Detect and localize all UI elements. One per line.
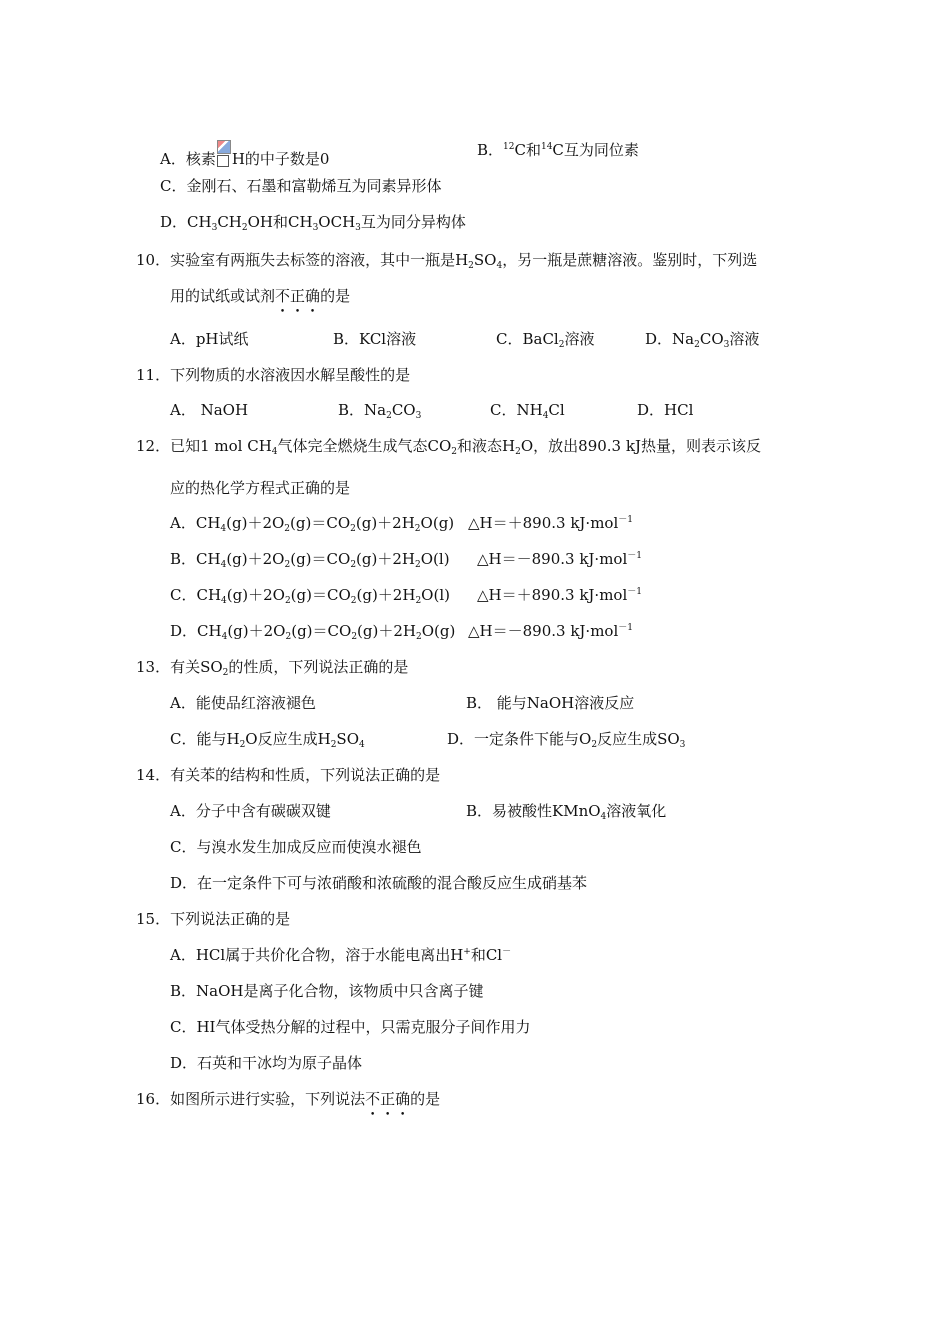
q13-stem-p1: 13．有关SO (136, 658, 223, 676)
q11-c-s1: 4 (542, 411, 549, 421)
q11-option-b (338, 400, 421, 420)
q11-b-s2: 3 (415, 411, 422, 421)
q9-option-c: C．金刚石、石墨和富勒烯互为同素异形体 (160, 177, 442, 195)
eq-sub: 2 (415, 632, 422, 642)
q9-d-s4: 3 (355, 223, 361, 233)
eq-sub: 2 (414, 560, 421, 570)
eq-part: (g)＝CO (290, 514, 351, 532)
q12-option-b-dh (477, 549, 642, 569)
emphasis-char: 不 (365, 1090, 381, 1108)
q10-stem-line1 (136, 250, 757, 270)
option-letter: B． (170, 550, 197, 568)
emphasis-char: 正 (380, 1090, 396, 1108)
q13-d-s2: 3 (679, 740, 686, 750)
q10-d-p2: CO (699, 330, 724, 348)
enthalpy-text: △H＝＋890.3 kJ·mol (468, 514, 619, 532)
q12-l1-s1: 4 (271, 447, 278, 457)
eq-part: (g)＋2H (356, 550, 415, 568)
eq-part: CH (197, 622, 222, 640)
q12-l1-p4: O，放出890.3 kJ热量，则表示该反 (520, 437, 761, 455)
q14-b-p1: B．易被酸性KMnO (466, 802, 601, 820)
q12-l1-s2: 2 (451, 447, 458, 457)
q12-option-d-dh (468, 621, 633, 641)
q15-a-p2: 和Cl (470, 946, 503, 964)
eq-sub: 2 (350, 596, 357, 606)
q14-option-b (466, 801, 666, 821)
q10-option-b: B．KCl溶液 (333, 330, 417, 348)
eq-sub: 2 (285, 632, 292, 642)
eq-part: O( (420, 550, 439, 568)
eq-part: (g)＋2O (227, 622, 286, 640)
q9-d-p2: CH (217, 213, 242, 231)
q13-option-c (170, 729, 365, 749)
q9-d-s1: 3 (211, 223, 218, 233)
q9-option-d (160, 212, 466, 232)
q13-stem-s1: 2 (222, 668, 229, 678)
q13-stem (136, 657, 408, 677)
eq-sub: 2 (350, 560, 357, 570)
q10-d-p3: 溶液 (729, 330, 760, 348)
q15-stem: 15．下列说法正确的是 (136, 910, 291, 928)
enthalpy-exp: －1 (627, 587, 642, 597)
q14-stem: 14．有关苯的结构和性质，下列说法正确的是 (136, 766, 441, 784)
enthalpy-text: △H＝－890.3 kJ·mol (477, 550, 628, 568)
enthalpy-exp: －1 (618, 515, 633, 525)
eq-sub: 4 (221, 596, 227, 606)
q10-c-p2: 溶液 (564, 330, 595, 348)
q11-stem: 11．下列物质的水溶液因水解呈酸性的是 (136, 366, 411, 384)
q13-option-a: A．能使品红溶液褪色 (170, 694, 316, 712)
eq-sub: 4 (221, 632, 228, 642)
q12-l1-s3: 2 (515, 447, 521, 457)
emphasis-char: 不 (275, 287, 291, 305)
q12-l1-p3: 和液态H (457, 437, 516, 455)
q11-c-p2: Cl (548, 401, 565, 419)
q11-b-p1: B．Na (338, 401, 387, 419)
eq-state: g (438, 514, 449, 532)
eq-part: ) (449, 622, 456, 640)
broken-image-icon (217, 140, 231, 168)
q14-b-p2: 溶液氧化 (606, 802, 667, 820)
emphasis-char: 正 (290, 287, 306, 305)
eq-sub: 2 (350, 524, 356, 534)
eq-part: (g)＋2H (356, 586, 416, 604)
q15-a-sup1: + (463, 947, 471, 957)
q15-option-a (170, 945, 511, 965)
q9-a-suffix: H的中子数是0 (231, 150, 330, 168)
q16-p1: 16．如图所示进行实验，下列说法 (136, 1090, 366, 1108)
eq-part: (g)＝CO (290, 550, 351, 568)
q16-stem (136, 1089, 440, 1109)
q9-d-p5: 互为同分异构体 (360, 213, 466, 231)
q10-c-p1: C．BaCl (496, 330, 559, 348)
eq-part: O( (421, 586, 440, 604)
q10-l1-p2: SO (473, 251, 497, 269)
eq-sub: 2 (284, 524, 291, 534)
eq-sub: 4 (220, 524, 227, 534)
q12-option-c-dh (477, 585, 642, 605)
q9-d-p3: OH和CH (247, 213, 313, 231)
q13-d-p1: D．一定条件下能与O (447, 730, 592, 748)
q9-b-suffix: C互为同位素 (552, 141, 639, 159)
option-letter: D． (170, 622, 198, 640)
q16-p2: 的是 (410, 1090, 441, 1108)
q11-option-a: A． NaOH (170, 401, 249, 419)
q10-stem-line2 (170, 286, 350, 306)
eq-sub: 2 (351, 632, 358, 642)
option-letter: A． (170, 514, 196, 532)
q11-option-d: D．HCl (637, 401, 694, 419)
q14-option-a: A．分子中含有碳碳双键 (170, 802, 331, 820)
q10-option-c (496, 329, 594, 349)
eq-part: (g)＋2O (226, 514, 285, 532)
eq-part: CH (196, 586, 222, 604)
emphasis-char: 确 (305, 287, 321, 305)
q12-option-a (170, 513, 454, 533)
q10-l1-p1: 10．实验室有两瓶失去标签的溶液，其中一瓶是H (136, 251, 469, 269)
enthalpy-exp: －1 (618, 623, 633, 633)
q15-a-sup2: － (502, 947, 512, 957)
enthalpy-text: △H＝＋890.3 kJ·mol (477, 586, 628, 604)
q14-option-c: C．与溴水发生加成反应而使溴水褪色 (170, 838, 422, 856)
enthalpy-exp: －1 (627, 551, 642, 561)
eq-sub: 2 (415, 596, 422, 606)
q15-option-b: B．NaOH是离子化合物，该物质中只含离子键 (170, 982, 484, 1000)
q15-option-d: D．石英和干冰均为原子晶体 (170, 1054, 363, 1072)
q12-l1-p2: 气体完全燃烧生成气态CO (277, 437, 452, 455)
q9-d-p4: OCH (318, 213, 356, 231)
eq-part: O( (420, 514, 439, 532)
eq-sub: 4 (220, 560, 227, 570)
eq-part: (g)＋2H (357, 622, 416, 640)
q12-option-d (170, 621, 455, 641)
eq-state: l (439, 586, 445, 604)
eq-part: CH (195, 514, 221, 532)
eq-part: ) (448, 514, 455, 532)
eq-part: (g)＝CO (291, 622, 352, 640)
q9-d-s2: 2 (241, 223, 248, 233)
eq-part: (g)＋2O (226, 550, 285, 568)
eq-part: CH (196, 550, 221, 568)
eq-sub: 2 (284, 596, 291, 606)
q13-option-d (447, 729, 685, 749)
q11-option-c (490, 400, 565, 420)
q9-b-prefix: B． (477, 141, 504, 159)
eq-part: (g)＋2H (355, 514, 415, 532)
q10-c-s1: 2 (558, 340, 565, 350)
q12-l1-p1: 12．已知1 mol CH (136, 437, 272, 455)
q14-b-s1: 4 (600, 812, 607, 822)
eq-part: ) (444, 586, 450, 604)
q9-a-prefix: A．核素 (160, 150, 216, 168)
q13-c-s1: 2 (239, 740, 246, 750)
eq-state: g (439, 622, 450, 640)
q11-b-p2: CO (391, 401, 416, 419)
q10-option-d (645, 329, 759, 349)
q14-option-d: D．在一定条件下可与浓硝酸和浓硫酸的混合酸反应生成硝基苯 (170, 874, 588, 892)
q10-option-a: A．pH试纸 (170, 330, 249, 348)
q12-stem-line2: 应的热化学方程式正确的是 (170, 479, 351, 497)
q11-b-s1: 2 (386, 411, 392, 421)
emphasis-char: 确 (395, 1090, 411, 1108)
q12-option-c (170, 585, 450, 605)
q10-d-p1: D．Na (645, 330, 695, 348)
q13-stem-p2: 的性质，下列说法正确的是 (228, 658, 409, 676)
q10-l1-s1: 2 (468, 261, 474, 271)
q13-c-p1: C．能与H (170, 730, 240, 748)
q13-d-s1: 2 (591, 740, 598, 750)
q12-option-a-dh (468, 513, 633, 533)
q13-c-s3: 4 (359, 740, 365, 750)
q12-option-b (170, 549, 450, 569)
q15-option-c: C．HI气体受热分解的过程中，只需克服分子间作用力 (170, 1018, 531, 1036)
q9-b-mid: C和 (514, 141, 541, 159)
q13-d-p2: 反应生成SO (597, 730, 680, 748)
eq-part: O( (421, 622, 440, 640)
q10-l1-s2: 4 (496, 261, 503, 271)
eq-state: l (438, 550, 444, 568)
eq-part: (g)＋2O (226, 586, 285, 604)
q9-option-b (477, 140, 639, 160)
q10-l2-p1: 用的试纸或试剂 (170, 287, 276, 305)
q10-l2-p2: 的是 (320, 287, 351, 305)
eq-sub: 2 (414, 524, 421, 534)
eq-sub: 2 (284, 560, 291, 570)
option-letter: C． (170, 586, 197, 604)
q9-d-p1: D．CH (160, 213, 212, 231)
q10-d-s2: 3 (723, 340, 730, 350)
q10-l1-p3: ，另一瓶是蔗糖溶液。鉴别时，下列选 (502, 251, 758, 269)
q13-c-p3: SO (336, 730, 359, 748)
q9-d-s3: 3 (312, 223, 319, 233)
q9-b-sup2: 14 (540, 142, 553, 152)
q11-c-p1: C．NH (490, 401, 543, 419)
q10-d-s1: 2 (694, 340, 700, 350)
q13-option-b: B． 能与NaOH溶液反应 (466, 694, 635, 712)
q13-c-p2: O反应生成H (245, 730, 331, 748)
q9-b-sup1: 12 (503, 142, 515, 152)
enthalpy-text: △H＝－890.3 kJ·mol (468, 622, 619, 640)
q15-a-p1: A．HCl属于共价化合物，溶于水能电离出H (170, 946, 464, 964)
q13-c-s2: 2 (330, 740, 337, 750)
q9-option-a (160, 140, 329, 169)
eq-part: (g)＝CO (290, 586, 351, 604)
q12-stem-line1 (136, 436, 761, 456)
eq-part: ) (443, 550, 450, 568)
